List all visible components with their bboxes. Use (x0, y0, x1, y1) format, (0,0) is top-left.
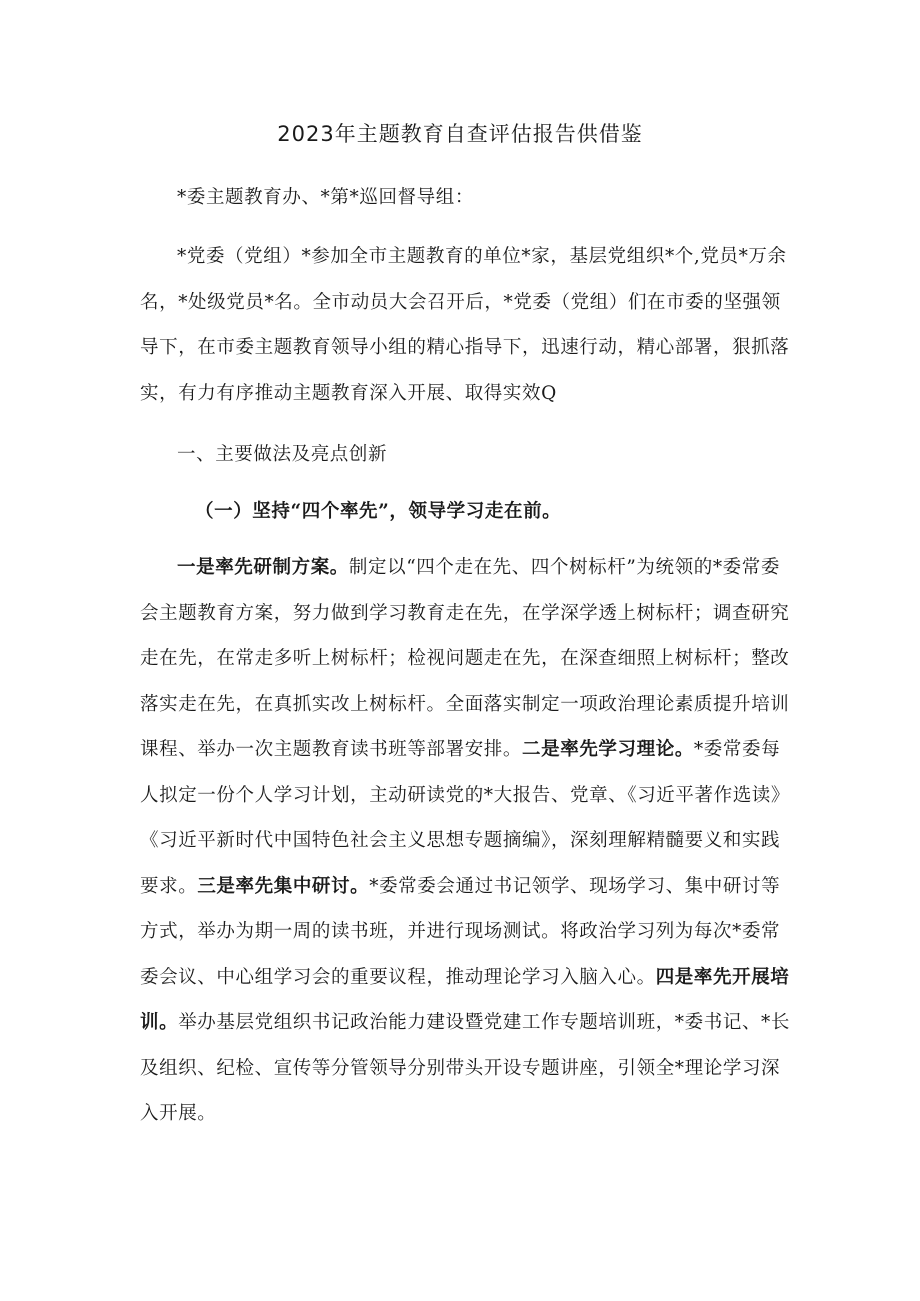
point-2-text: *委常委每人拟定一份个人学习计划，主动研读党的*大报告、党章、《习近平著作选读》《习近平新时代中国特色社会主义思想专题摘编》，深刻理解精髓要义和实践要求。 (140, 739, 791, 897)
subsection-heading (140, 489, 790, 535)
point-1-lead: 一是率先研制方案。 (177, 557, 349, 578)
point-4-lead: 四是率先开展培训。 (140, 966, 790, 1033)
point-2-lead: 二是率先学习理论。 (522, 739, 694, 760)
intro-paragraph: *党委（党组）*参加全市主题教育的单位*家，基层党组织*个,党员*万余名，*处级党员*名。全市动员大会召开后，*党委（党组）们在市委的坚强领导下，在市委主题教育领导小组的精心指导下，迅速行动，精心部署，狠抓落实，有力有序推动主题教育深入开展、取得实效Q (140, 246, 790, 404)
point-1-text: 制定以“四个走在先、四个树标杆”为统领的*委常委会主题教育方案，努力做到学习教育走在先，在学深学透上树标杆；调查研究走在先，在常走多听上树标杆；检视问题走在先，在深查细照上树标杆；整改落实走在先，在真抓实改上树标杆。全面落实制定一项政治理论素质提升培训课程、举办一次主题教育读书班等部署安排。 (140, 557, 790, 760)
subsection-heading-text: （一）坚持“四个率先”，领导学习走在前。 (195, 501, 562, 522)
point-3-text: *委常委会通过书记领学、现场学习、集中研讨等方式，举办为期一周的读书班，并进行现场测试。将政治学习列为每次*委常委会议、中心组学习会的重要议程，推动理论学习入脑入心。 (140, 875, 781, 988)
document-title: 2023年主题教育自查评估报告供借鉴 (277, 122, 643, 146)
salutation: *委主题教育办、*第*巡回督导组： (177, 187, 474, 208)
point-3-lead: 三是率先集中研讨。 (197, 875, 370, 897)
section-heading: 一、主要做法及亮点创新 (177, 444, 388, 465)
point-4-text: 举办基层党组织书记政治能力建设暨党建工作专题培训班，*委书记、*长及组织、纪检、宣传等分管领导分别带头开设专题讲座，引领全*理论学习深入开展。 (140, 1012, 791, 1124)
body-paragraph (140, 545, 790, 1137)
